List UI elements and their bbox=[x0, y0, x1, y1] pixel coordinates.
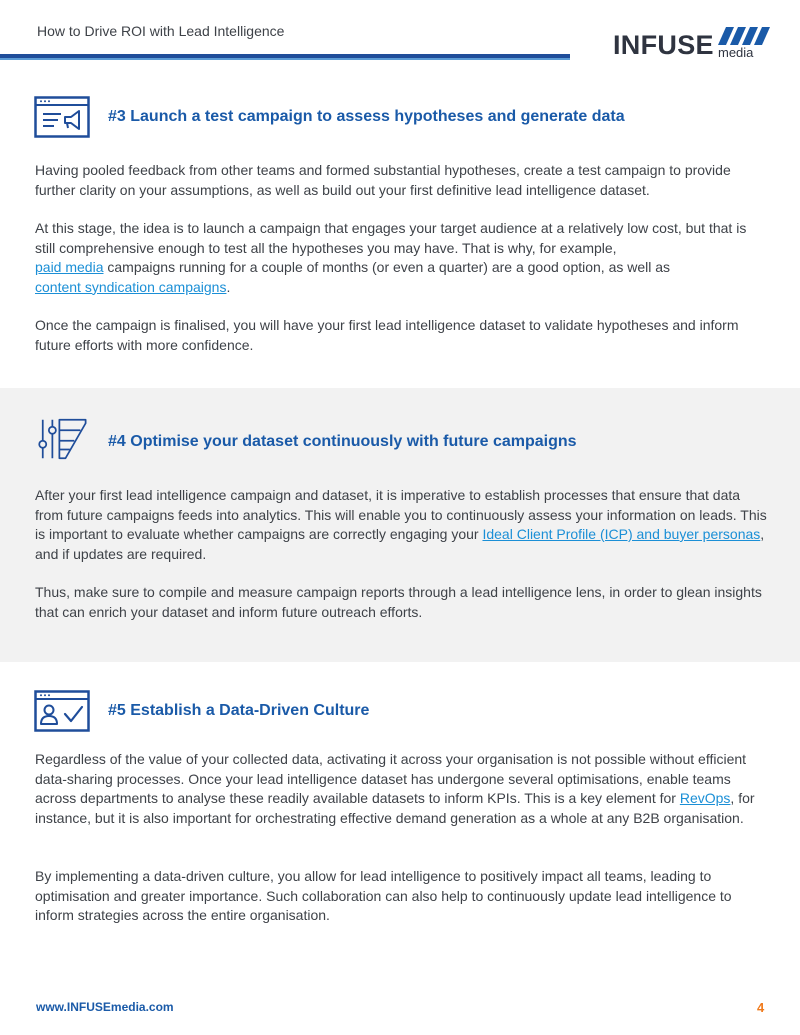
content-syndication-link[interactable]: content syndication campaigns bbox=[35, 278, 227, 295]
page-number: 4 bbox=[757, 1000, 765, 1015]
paragraph-text: At this stage, the idea is to launch a campaign that engages your target audience at a relatively low cost, but that is still comprehensive enough to test all the hypotheses you may have. That is why, for example, bbox=[35, 220, 747, 256]
paragraph bbox=[35, 486, 770, 564]
paragraph bbox=[35, 750, 770, 828]
section-optimise-dataset bbox=[0, 388, 800, 662]
revops-link[interactable]: RevOps bbox=[679, 790, 731, 806]
paragraph-text: . bbox=[226, 278, 231, 295]
section-heading: #5 Establish a Data-Driven Culture bbox=[108, 702, 370, 719]
paragraph-text: Thus, make sure to compile and measure campaign reports through a lead intelligence lens, in order to glean insights that can enrich your dataset and inform future outreach efforts. bbox=[35, 584, 762, 620]
footer-url-link[interactable]: www.INFUSEmedia.com bbox=[36, 1000, 174, 1014]
paragraph bbox=[35, 583, 770, 622]
section-data-driven-culture bbox=[0, 662, 800, 962]
paragraph bbox=[35, 867, 770, 926]
sliders-funnel-icon bbox=[34, 418, 90, 460]
paid-media-link[interactable]: paid media bbox=[35, 259, 104, 275]
paragraph bbox=[35, 219, 770, 297]
paragraph bbox=[35, 316, 770, 355]
document-title: How to Drive ROI with Lead Intelligence bbox=[37, 23, 285, 39]
paragraph bbox=[35, 161, 770, 200]
logo-subtext: media bbox=[718, 45, 754, 60]
section-heading: #3 Launch a test campaign to assess hypotheses and generate data bbox=[108, 108, 625, 125]
megaphone-window-icon bbox=[34, 96, 90, 138]
logo-stripes-icon bbox=[718, 27, 770, 45]
infuse-media-logo bbox=[613, 26, 769, 62]
paragraph-text: Once the campaign is finalised, you will have your first lead intelligence dataset to validate hypotheses and inform future efforts with more confidence. bbox=[35, 317, 739, 353]
section-heading: #4 Optimise your dataset continuously with future campaigns bbox=[108, 433, 577, 450]
header-rule-accent bbox=[0, 58, 570, 60]
paragraph-text: Having pooled feedback from other teams and formed substantial hypotheses, create a test campaign to provide further clarity on your assumptions, as well as build out your first definitive lead intelligence dataset. bbox=[35, 162, 731, 198]
user-check-window-icon bbox=[34, 690, 90, 732]
section-launch-test-campaign bbox=[0, 88, 800, 388]
icp-buyer-personas-link[interactable]: Ideal Client Profile (ICP) and buyer personas bbox=[482, 526, 761, 542]
paragraph-text: campaigns running for a couple of months (or even a quarter) are a good option, as well as bbox=[107, 259, 671, 275]
paragraph-text: By implementing a data-driven culture, you allow for lead intelligence to positively impact all teams, leading to optimisation and greater importance. Such collaboration can also help to continuously update lead intelligence to inform strategies across the entire organisation. bbox=[35, 868, 732, 923]
paragraph-text: After your first lead intelligence campaign and dataset, it is imperative to establish processes that ensure that data from future campaigns feeds into analytics. This will enable you to continuously assess your information on leads. This is important to evaluate whether campaigns are correctly engaging your bbox=[35, 487, 767, 542]
paragraph-text: , and if updates are required. bbox=[35, 526, 765, 562]
paragraph-text: , for instance, but it is also important for orchestrating effective demand generation as a whole at any B2B organisation. bbox=[35, 790, 755, 826]
logo-wordmark: INFUSE bbox=[613, 30, 714, 60]
paragraph-text: Regardless of the value of your collected data, activating it across your organisation is not possible without efficient data-sharing processes. Once your lead intelligence dataset has undergone several optimisations, enable teams across departments to analyse these readily available datasets to inform KPIs. This is a key element for bbox=[35, 751, 747, 806]
